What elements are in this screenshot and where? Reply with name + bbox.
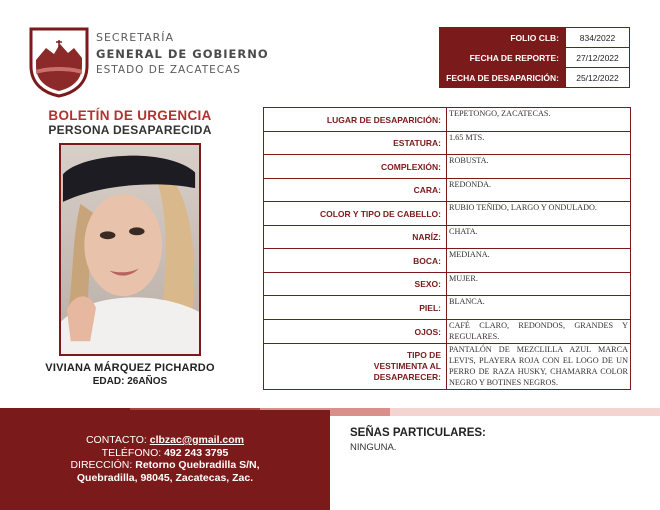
detail-label: PIEL:	[264, 296, 447, 320]
detail-value: CHATA.	[447, 226, 631, 249]
distinguishing-marks-label: SEÑAS PARTICULARES:	[350, 427, 486, 439]
detail-value: REDONDA.	[447, 179, 631, 202]
contact-address-line2	[0, 472, 330, 484]
org-line2: GENERAL DE GOBIERNO	[96, 47, 269, 61]
contact-email-link[interactable]: clbzac@gmail.com	[149, 434, 245, 446]
address-value-line2: Quebradilla, 98045, Zacatecas, Zac.	[76, 472, 254, 484]
detail-value: ROBUSTA.	[447, 155, 631, 179]
detail-label: TIPO DE VESTIMENTA AL DESAPARECER:	[264, 344, 447, 390]
person-age: EDAD: 26AÑOS	[92, 376, 168, 387]
detail-value: MUJER.	[447, 273, 631, 296]
person-name: VIVIANA MÁRQUEZ PICHARDO	[45, 362, 215, 374]
details-table	[263, 107, 631, 390]
folio-value: 834/2022	[566, 28, 630, 48]
bulletin-heading: BOLETÍN DE URGENCIA	[48, 108, 212, 123]
disappearance-date-label: FECHA DE DESAPARICIÓN:	[440, 68, 566, 88]
detail-label: LUGAR DE DESAPARICIÓN:	[264, 108, 447, 132]
detail-value: TEPETONGO, ZACATECAS.	[447, 108, 631, 132]
report-date-value: 27/12/2022	[566, 48, 630, 68]
phone-value: 492 243 3795	[164, 447, 229, 459]
detail-label: CARA:	[264, 179, 447, 202]
detail-label: ESTATURA:	[264, 132, 447, 155]
contact-email-line	[0, 434, 330, 446]
org-line1: SECRETARÍA	[96, 31, 175, 44]
contact-label: CONTACTO:	[85, 434, 147, 446]
detail-row	[264, 296, 631, 320]
detail-label: COMPLEXIÓN:	[264, 155, 447, 179]
report-date-row	[440, 48, 630, 68]
address-label: DIRECCIÓN:	[70, 459, 133, 471]
organization-name	[96, 30, 269, 78]
folio-table	[439, 27, 630, 88]
detail-label: COLOR Y TIPO DE CABELLO:	[264, 202, 447, 226]
detail-value: CAFÉ CLARO, REDONDOS, GRANDES Y REGULARES.	[447, 320, 631, 344]
detail-label: SEXO:	[264, 273, 447, 296]
detail-row	[264, 249, 631, 273]
contact-address-line	[0, 459, 330, 471]
detail-value: PANTALÓN DE MEZCLILLA AZUL MARCA LEVI'S, PLAYERA ROJA CON EL LOGO DE UN PERRO DE RAZA HUSKY, CHAMARRA COLOR NEGRO Y BOTINES NEGROS.	[447, 344, 631, 390]
person-photo	[59, 143, 201, 356]
detail-row	[264, 108, 631, 132]
contact-panel	[0, 410, 330, 510]
detail-value: MEDIANA.	[447, 249, 631, 273]
government-logo	[28, 26, 90, 98]
detail-row	[264, 344, 631, 390]
disappearance-date-row	[440, 68, 630, 88]
detail-row	[264, 320, 631, 344]
contact-phone-line	[0, 447, 330, 459]
disappearance-date-value: 25/12/2022	[566, 68, 630, 88]
detail-row	[264, 273, 631, 296]
detail-label: BOCA:	[264, 249, 447, 273]
folio-row	[440, 28, 630, 48]
detail-row	[264, 132, 631, 155]
detail-label: NARÍZ:	[264, 226, 447, 249]
folio-label: FOLIO CLB:	[440, 28, 566, 48]
bulletin-title	[30, 108, 230, 137]
detail-row	[264, 179, 631, 202]
address-value-line1: Retorno Quebradilla S/N,	[135, 459, 260, 471]
report-date-label: FECHA DE REPORTE:	[440, 48, 566, 68]
detail-value: 1.65 MTS.	[447, 132, 631, 155]
detail-row	[264, 226, 631, 249]
detail-row	[264, 202, 631, 226]
distinguishing-marks-value: NINGUNA.	[350, 442, 397, 453]
detail-label: OJOS:	[264, 320, 447, 344]
detail-value: RUBIO TEÑIDO, LARGO Y ONDULADO.	[447, 202, 631, 226]
bulletin-subheading: PERSONA DESAPARECIDA	[48, 123, 212, 137]
detail-row	[264, 155, 631, 179]
detail-value: BLANCA.	[447, 296, 631, 320]
footer-stripe	[390, 408, 660, 416]
org-line3: ESTADO DE ZACATECAS	[96, 64, 241, 76]
phone-label: TELÉFONO:	[101, 447, 162, 459]
